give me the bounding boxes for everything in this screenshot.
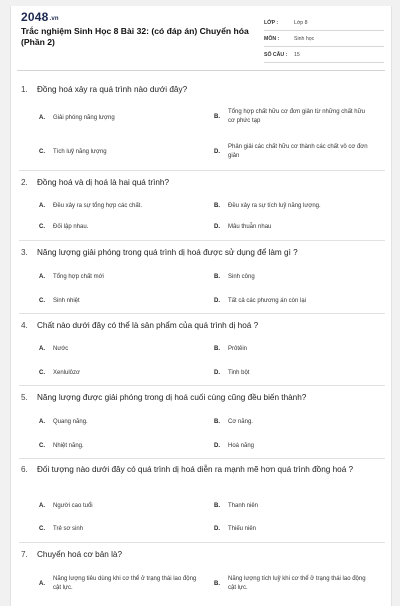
question-number: 5. [21, 393, 28, 402]
option-letter: D. [214, 224, 220, 230]
meta-label: LỚP : [264, 19, 279, 26]
page-header [11, 6, 391, 70]
option-letter: B. [214, 274, 220, 280]
question-5 [11, 386, 392, 459]
option-text: Nhiệt năng. [53, 443, 84, 449]
option-letter: B. [214, 346, 220, 352]
option-letter: D. [214, 370, 220, 376]
option-text: Tổng hợp chất mới [53, 274, 104, 280]
option-letter: C. [39, 224, 45, 230]
option-text: Đối lập nhau. [53, 224, 89, 230]
question-number: 6. [21, 465, 28, 474]
option-text: Năng lượng tiêu dùng khi cơ thể ở trạng thái lao động cật lực. [53, 576, 197, 591]
question-2 [11, 171, 392, 241]
option-letter: A. [39, 503, 45, 509]
option-text: Đều xảy ra sự tích luỹ năng lượng. [228, 203, 321, 209]
meta-row-grade [264, 15, 384, 31]
option-c[interactable] [39, 297, 197, 306]
meta-row-count [264, 47, 384, 63]
question-text [21, 84, 381, 96]
option-letter: A. [39, 580, 45, 587]
question-number: 1. [21, 85, 28, 94]
option-a[interactable] [39, 202, 197, 211]
option-letter: C. [39, 526, 45, 532]
option-b[interactable] [214, 418, 372, 427]
option-a[interactable] [39, 345, 197, 354]
option-text: Tổng hợp chất hữu cơ đơn giản từ những chất hữu cơ phức tạp [228, 109, 365, 124]
option-letter: D. [214, 526, 220, 532]
question-6 [11, 459, 392, 543]
document-meta [264, 15, 384, 63]
logo-text: 2048 [21, 10, 49, 24]
document-page [10, 6, 392, 606]
meta-value: Sinh học [294, 35, 315, 42]
option-text: Prôtêin [228, 346, 248, 352]
option-a[interactable] [39, 273, 197, 282]
option-letter: C. [39, 370, 45, 376]
document-title: Trắc nghiệm Sinh Học 8 Bài 32: (có đáp án) Chuyển hóa (Phần 2) [21, 26, 249, 47]
meta-value: 15 [294, 51, 300, 58]
option-letter: B. [214, 580, 220, 587]
option-text: Sinh nhiệt [53, 298, 80, 304]
option-c[interactable] [39, 223, 197, 232]
option-letter: A. [39, 419, 45, 425]
question-body: Chuyển hoá cơ bản là? [37, 550, 123, 559]
option-d[interactable] [214, 369, 372, 378]
meta-label: SỐ CÂU : [264, 51, 288, 58]
question-text [21, 464, 361, 476]
option-b[interactable] [214, 345, 372, 354]
option-text: Đều xảy ra sự tổng hợp các chất. [53, 203, 142, 209]
question-7 [11, 543, 392, 606]
option-letter: A. [39, 274, 45, 280]
option-b[interactable] [214, 273, 372, 282]
question-text [21, 320, 381, 332]
option-a[interactable] [39, 114, 197, 123]
question-body: Năng lượng được giải phóng trong dị hoá cuối cùng cũng đều biến thành? [37, 393, 307, 402]
question-number: 3. [21, 248, 28, 257]
option-letter: B. [214, 419, 220, 425]
option-text: Người cao tuổi [53, 503, 93, 509]
option-letter: D. [214, 443, 220, 449]
option-c[interactable] [39, 369, 197, 378]
option-c[interactable] [39, 148, 197, 157]
option-letter: A. [39, 203, 45, 209]
option-d[interactable] [214, 442, 372, 451]
question-number: 4. [21, 321, 28, 330]
option-c[interactable] [39, 442, 197, 451]
question-body: Đối tượng nào dưới đây có quá trình dị hoá diễn ra mạnh mẽ hơn quá trình đồng hoá ? [37, 465, 354, 474]
option-text: Tất cả các phương án còn lại [228, 298, 306, 304]
question-4 [11, 314, 392, 386]
option-text: Phân giải các chất hữu cơ thành các chất vô cơ đơn giản [228, 144, 368, 159]
option-text: Sinh công [228, 274, 255, 280]
option-text: Quang năng. [53, 419, 88, 425]
meta-label: MÔN : [264, 35, 280, 42]
question-text [21, 177, 381, 189]
option-text: Xenlulôzơ [53, 370, 80, 376]
meta-row-subject [264, 31, 384, 47]
option-text: Trẻ sơ sinh [53, 526, 84, 532]
option-text: Hoá năng [228, 443, 255, 449]
option-text: Năng lượng tích luỹ khi cơ thể ở trạng thái lao động cật lực. [228, 576, 366, 591]
option-text: Tinh bột [228, 370, 250, 376]
logo-tld: .vn [49, 16, 59, 22]
option-letter: B. [214, 503, 220, 509]
option-letter: A. [39, 115, 45, 121]
option-b[interactable] [214, 108, 372, 126]
option-text: Nước [53, 346, 69, 352]
option-d[interactable] [214, 143, 372, 161]
option-b[interactable] [214, 502, 372, 511]
question-body: Năng lượng giải phóng trong quá trình dị hoá được sử dụng để làm gì ? [37, 248, 298, 257]
question-3 [11, 241, 392, 314]
option-a[interactable] [39, 418, 197, 427]
question-number: 7. [21, 550, 28, 559]
option-letter: D. [214, 148, 220, 155]
question-body: Đồng hoá và dị hoá là hai quá trình? [37, 178, 170, 187]
option-letter: B. [214, 203, 220, 209]
option-b[interactable] [214, 202, 372, 211]
option-text: Mâu thuẫn nhau [228, 224, 272, 230]
option-text: Giải phóng năng lượng [53, 115, 115, 121]
meta-value: Lớp 8 [294, 19, 308, 26]
question-number: 2. [21, 178, 28, 187]
question-text [21, 549, 381, 561]
option-letter: C. [39, 149, 45, 155]
option-d[interactable] [214, 525, 372, 534]
header-divider [17, 70, 385, 71]
question-text [21, 247, 381, 259]
option-text: Thiếu niên [228, 526, 257, 532]
option-letter: C. [39, 443, 45, 449]
option-text: Thanh niên [228, 503, 259, 509]
option-text: Cơ năng. [228, 419, 253, 425]
question-1 [11, 78, 392, 171]
option-text: Tích luỹ năng lượng [53, 149, 107, 155]
option-letter: C. [39, 298, 45, 304]
option-a[interactable] [39, 502, 197, 511]
option-b[interactable] [214, 575, 372, 593]
option-d[interactable] [214, 223, 372, 232]
option-c[interactable] [39, 525, 197, 534]
option-letter: B. [214, 113, 220, 120]
option-d[interactable] [214, 297, 372, 306]
option-letter: D. [214, 298, 220, 304]
question-body: Chất nào dưới đây có thể là sản phẩm của quá trình dị hoá ? [37, 321, 259, 330]
option-a[interactable] [39, 575, 197, 593]
option-letter: A. [39, 346, 45, 352]
question-text [21, 392, 381, 404]
question-body: Đồng hoá xảy ra quá trình nào dưới đây? [37, 85, 188, 94]
